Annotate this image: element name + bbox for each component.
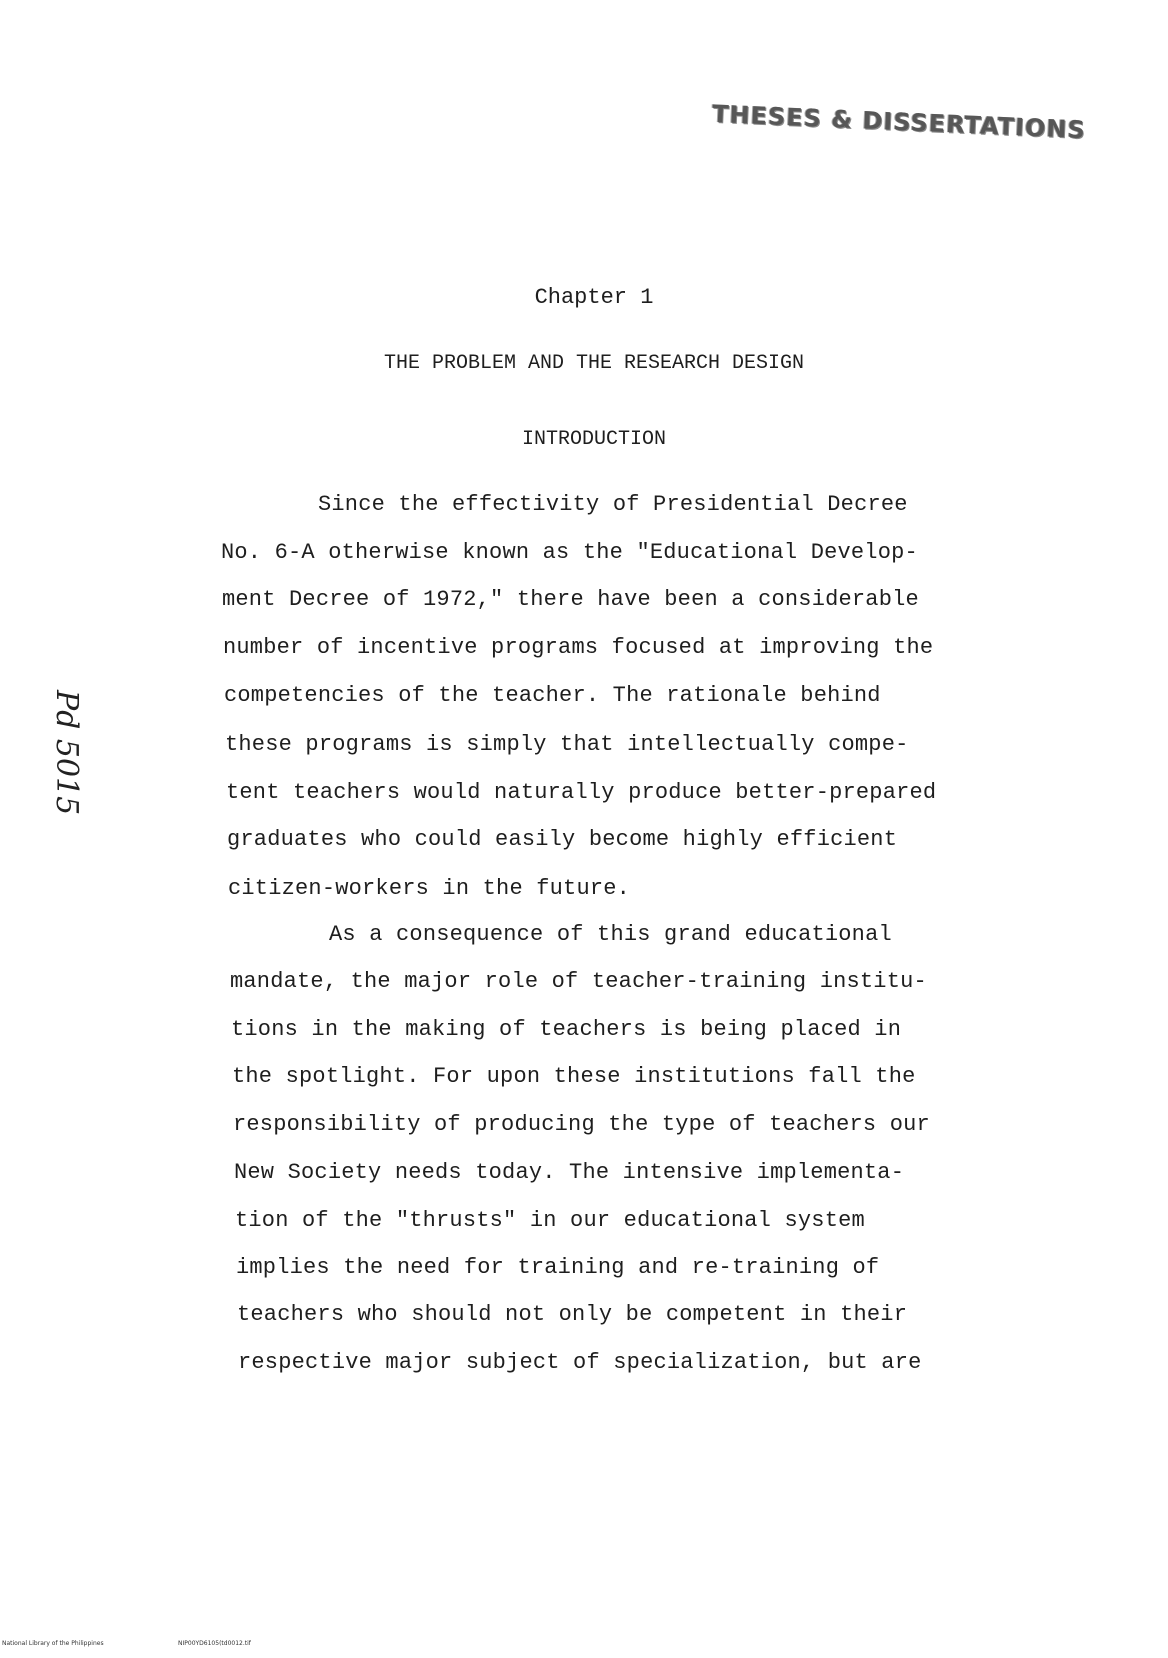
chapter-heading: Chapter 1 bbox=[534, 285, 654, 310]
paragraph-line: these programs is simply that intellectually compe- bbox=[225, 732, 909, 757]
paragraph-line: teachers who should not only be competent in their bbox=[237, 1302, 908, 1327]
paragraph-line: citizen-workers in the future. bbox=[228, 876, 631, 901]
paragraph-line: mandate, the major role of teacher-training institu- bbox=[230, 969, 927, 994]
theses-dissertations-stamp: THESES & DISSERTATIONS bbox=[711, 99, 1087, 145]
paragraph-line: ment Decree of 1972," there have been a considerable bbox=[222, 587, 919, 612]
paragraph-line: graduates who could easily become highly efficient bbox=[227, 827, 898, 852]
paragraph-line: the spotlight. For upon these institutions fall the bbox=[232, 1064, 916, 1089]
paragraph-line: respective major subject of specialization, but are bbox=[238, 1350, 922, 1375]
paragraph-line: responsibility of producing the type of teachers our bbox=[233, 1112, 930, 1137]
paragraph-line: competencies of the teacher. The rationale behind bbox=[224, 683, 881, 708]
paragraph-line: No. 6-A otherwise known as the "Educational Develop- bbox=[221, 540, 918, 565]
paragraph-line: New Society needs today. The intensive implementa- bbox=[234, 1160, 905, 1185]
handwritten-note: Pd 5015 bbox=[49, 690, 84, 816]
paragraph-line: tion of the "thrusts" in our educational system bbox=[235, 1208, 865, 1233]
paragraph-line: Since the effectivity of Presidential Decree bbox=[318, 492, 908, 517]
paragraph-line: implies the need for training and re-training of bbox=[236, 1255, 880, 1280]
footer-library: National Library of the Philippines bbox=[2, 1640, 104, 1647]
paragraph-line: As a consequence of this grand educational bbox=[329, 922, 892, 947]
section-heading: INTRODUCTION bbox=[521, 428, 667, 451]
chapter-title: THE PROBLEM AND THE RESEARCH DESIGN bbox=[383, 352, 805, 375]
footer-file: NIP00YD6105(td0012.tif bbox=[178, 1640, 251, 1647]
paragraph-line: number of incentive programs focused at improving the bbox=[223, 635, 934, 660]
paragraph-line: tent teachers would naturally produce better-prepared bbox=[226, 780, 937, 805]
paragraph-line: tions in the making of teachers is being placed in bbox=[231, 1017, 902, 1042]
